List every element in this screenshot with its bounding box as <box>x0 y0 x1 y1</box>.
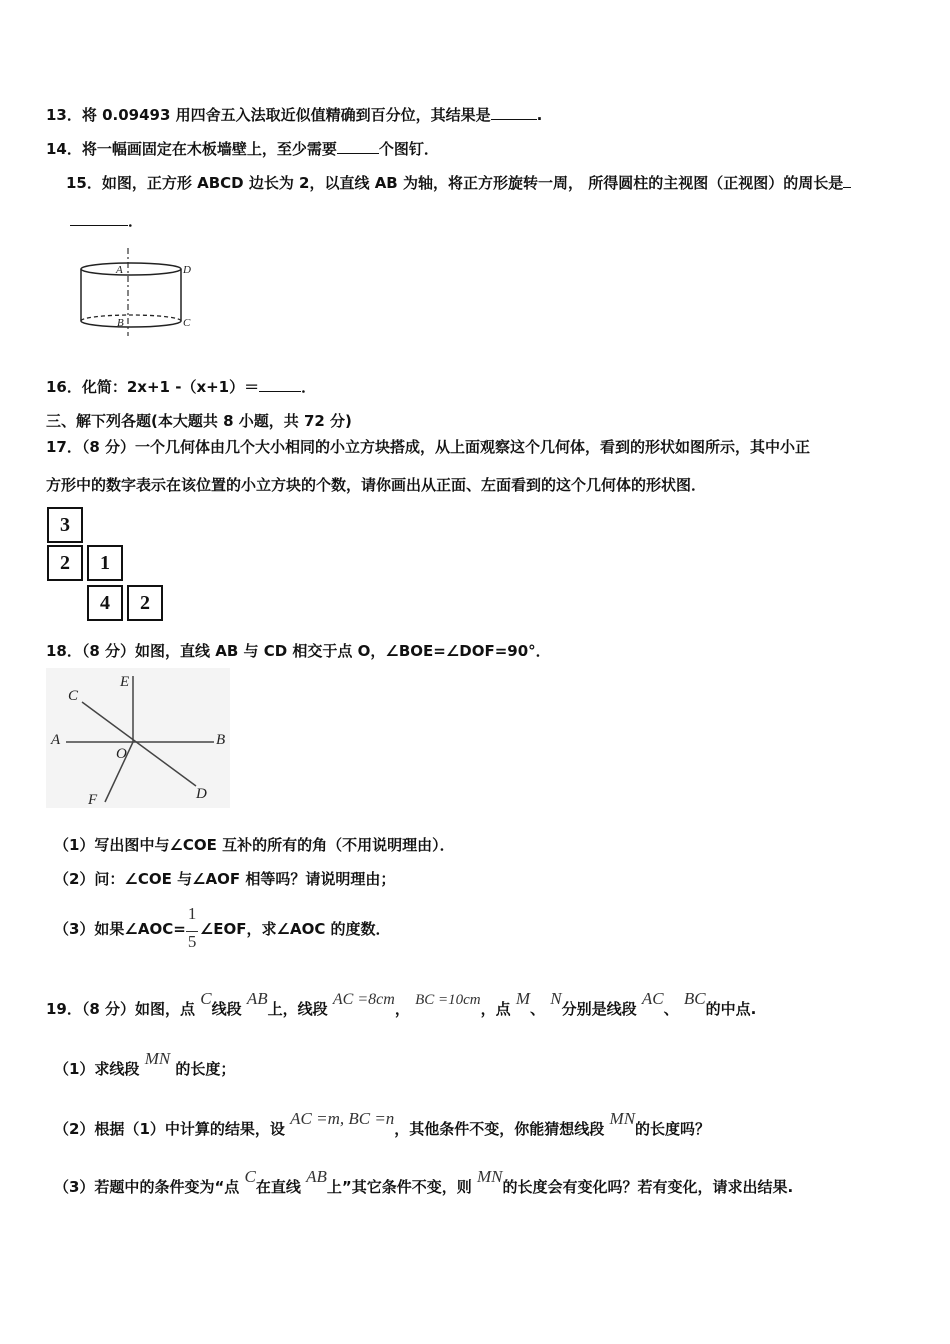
var-M: M <box>515 989 531 1008</box>
question-17-cont: 方形中的数字表示在该位置的小立方块的个数，请你画出从正面、左面看到的这个几何体的形状图． <box>46 476 707 494</box>
var-AC-length: AC =8cm <box>332 991 395 1008</box>
var-C: C <box>244 1167 256 1186</box>
label-O: O <box>116 746 127 762</box>
question-19-part-3: （3）若题中的条件变为“点 C在直线 AB上”其它条件不变，则 MN的长度会有变化吗？若有变化，请求出结果. <box>54 1167 794 1196</box>
answer-blank <box>843 187 851 188</box>
question-13: 13．将 0.09493 用四舍五入法取近似值精确到百分位，其结果是 . <box>46 106 543 124</box>
var-C: C <box>200 989 212 1008</box>
label-B: B <box>117 317 124 329</box>
bottom-ellipse-front <box>81 321 181 327</box>
var-N: N <box>550 989 562 1008</box>
question-14: 14．将一幅画固定在木板墙壁上，至少需要 个图钉． <box>46 140 439 158</box>
answer-blank <box>259 391 301 392</box>
label-F: F <box>88 792 98 808</box>
var-MN: MN <box>477 1167 503 1186</box>
label-E: E <box>120 674 130 690</box>
label-B: B <box>216 732 226 748</box>
answer-blank <box>70 225 128 226</box>
question-19-part-2: （2）根据（1）中计算的结果，设 AC =m, BC =n，其他条件不变，你能猜想线段 MN的长度吗？ <box>54 1109 711 1138</box>
top-view-grid <box>47 507 167 623</box>
question-18-part-3: （3）如果∠AOC= $\frac{1}{5}$ ∠EOF，求∠AOC 的度数． <box>54 903 391 951</box>
question-18-part-1: （1）写出图中与∠COE 互补的所有的角（不用说明理由）． <box>54 836 455 854</box>
question-19: 19．（8 分）如图，点 C线段 AB上，线段 AC =8cm， BC =10cm，点 M、 N分别是线段 AC、 BC的中点. <box>46 989 757 1018</box>
label-D: D <box>183 264 191 276</box>
grid-cell: 1 <box>87 545 123 581</box>
question-15 <box>66 172 851 193</box>
fraction-one-fifth: $\frac{1}{5}$ <box>187 903 197 951</box>
question-17 <box>46 436 810 457</box>
label-C: C <box>183 317 191 329</box>
question-15-cont: ． <box>70 210 143 231</box>
bottom-ellipse-back <box>81 315 181 321</box>
var-MN: MN <box>609 1109 636 1128</box>
label-A: A <box>116 264 123 276</box>
label-A: A <box>51 732 61 748</box>
question-text: 如图，正方形 ABCD 边长为 2，以直线 AB 为轴，将正方形旋转一周， 所得圆柱的主视图（正视图）的周长是 <box>101 174 844 192</box>
question-number: 19． <box>46 1000 82 1018</box>
question-text: 化简：2x+1 -（x+1）＝ <box>81 378 260 396</box>
answer-blank <box>337 153 379 154</box>
answer-blank <box>491 119 537 120</box>
lines-figure <box>46 668 230 808</box>
question-number: 14． <box>46 140 82 158</box>
question-18 <box>46 640 551 661</box>
grid-cell: 2 <box>47 545 83 581</box>
question-number: 13． <box>46 106 82 124</box>
top-ellipse <box>81 263 181 275</box>
var-AB: AB <box>306 1167 327 1186</box>
grid-cell: 4 <box>87 585 123 621</box>
cylinder-figure <box>70 244 200 340</box>
question-19-part-1: （1）求线段 MN 的长度； <box>54 1049 236 1078</box>
var-AC-BC: AC =m, BC =n <box>290 1109 395 1128</box>
question-text: 将一幅画固定在木板墙壁上，至少需要 <box>81 140 337 158</box>
label-C: C <box>68 688 79 704</box>
question-text: （8 分）如图，直线 AB 与 CD 相交于点 O，∠BOE=∠DOF=90°． <box>81 642 551 660</box>
grid-cell: 3 <box>47 507 83 543</box>
question-number: 16． <box>46 378 82 396</box>
question-number: 17． <box>46 438 82 456</box>
var-BC-length: BC =10cm <box>415 992 481 1008</box>
var-AB: AB <box>246 989 268 1008</box>
question-text: （8 分）一个几何体由几个大小相同的小立方块搭成，从上面观察这个几何体，看到的形状如图所示，其中小正 <box>81 438 811 456</box>
question-18-part-2: （2）问：∠COE 与∠AOF 相等吗？请说明理由； <box>54 870 396 888</box>
grid-cell: 2 <box>127 585 163 621</box>
var-AC: AC <box>641 989 664 1008</box>
question-number: 15． <box>66 174 102 192</box>
section-3-title: 三、解下列各题(本大题共 8 小题，共 72 分) <box>46 412 352 430</box>
question-number: 18． <box>46 642 82 660</box>
question-text: 将 0.09493 用四舍五入法取近似值精确到百分位，其结果是 <box>81 106 491 124</box>
var-BC: BC <box>683 989 706 1008</box>
var-MN: MN <box>144 1049 171 1068</box>
question-16: 16．化简：2x+1 -（x+1）＝ ． <box>46 378 317 396</box>
label-D: D <box>196 786 207 802</box>
